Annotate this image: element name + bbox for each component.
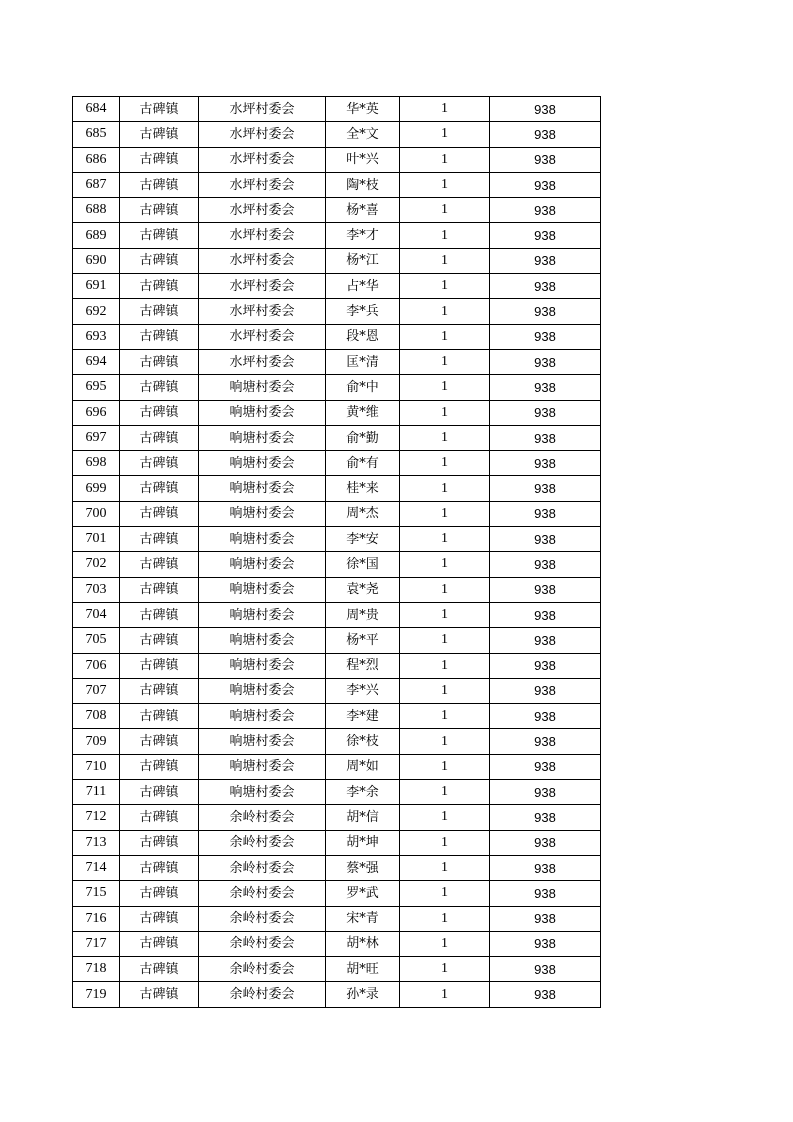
row-number-cell: 711: [73, 780, 120, 805]
amount-cell: 938: [490, 198, 601, 223]
village-cell: 余岭村委会: [199, 881, 326, 906]
town-cell: 古碑镇: [120, 97, 199, 122]
town-cell: 古碑镇: [120, 881, 199, 906]
row-number-cell: 695: [73, 375, 120, 400]
village-cell: 响塘村委会: [199, 501, 326, 526]
row-number-cell: 699: [73, 476, 120, 501]
row-number-cell: 704: [73, 602, 120, 627]
person-name-cell: 胡*旺: [326, 957, 400, 982]
amount-cell: 938: [490, 982, 601, 1007]
count-cell: 1: [400, 628, 490, 653]
village-cell: 响塘村委会: [199, 602, 326, 627]
person-name-cell: 李*安: [326, 527, 400, 552]
count-cell: 1: [400, 855, 490, 880]
village-cell: 响塘村委会: [199, 678, 326, 703]
table-row: [73, 602, 601, 627]
row-number-cell: 693: [73, 324, 120, 349]
town-cell: 古碑镇: [120, 780, 199, 805]
amount-cell: 938: [490, 172, 601, 197]
village-cell: 余岭村委会: [199, 855, 326, 880]
count-cell: 1: [400, 501, 490, 526]
town-cell: 古碑镇: [120, 552, 199, 577]
village-cell: 余岭村委会: [199, 830, 326, 855]
person-name-cell: 宋*青: [326, 906, 400, 931]
row-number-cell: 715: [73, 881, 120, 906]
person-name-cell: 罗*武: [326, 881, 400, 906]
row-number-cell: 689: [73, 223, 120, 248]
town-cell: 古碑镇: [120, 957, 199, 982]
count-cell: 1: [400, 729, 490, 754]
village-cell: 水坪村委会: [199, 198, 326, 223]
village-cell: 水坪村委会: [199, 349, 326, 374]
amount-cell: 938: [490, 805, 601, 830]
data-table: [72, 96, 601, 1008]
person-name-cell: 程*烈: [326, 653, 400, 678]
row-number-cell: 713: [73, 830, 120, 855]
person-name-cell: 周*杰: [326, 501, 400, 526]
row-number-cell: 718: [73, 957, 120, 982]
village-cell: 响塘村委会: [199, 780, 326, 805]
person-name-cell: 胡*信: [326, 805, 400, 830]
count-cell: 1: [400, 830, 490, 855]
village-cell: 响塘村委会: [199, 400, 326, 425]
count-cell: 1: [400, 552, 490, 577]
count-cell: 1: [400, 274, 490, 299]
count-cell: 1: [400, 881, 490, 906]
table-row: [73, 754, 601, 779]
row-number-cell: 687: [73, 172, 120, 197]
row-number-cell: 690: [73, 248, 120, 273]
person-name-cell: 周*贵: [326, 602, 400, 627]
person-name-cell: 徐*国: [326, 552, 400, 577]
table-row: [73, 527, 601, 552]
village-cell: 余岭村委会: [199, 957, 326, 982]
count-cell: 1: [400, 906, 490, 931]
row-number-cell: 697: [73, 425, 120, 450]
table-row: [73, 577, 601, 602]
table-row: [73, 881, 601, 906]
amount-cell: 938: [490, 274, 601, 299]
town-cell: 古碑镇: [120, 375, 199, 400]
village-cell: 余岭村委会: [199, 982, 326, 1007]
row-number-cell: 703: [73, 577, 120, 602]
person-name-cell: 李*兵: [326, 299, 400, 324]
person-name-cell: 杨*喜: [326, 198, 400, 223]
row-number-cell: 691: [73, 274, 120, 299]
town-cell: 古碑镇: [120, 223, 199, 248]
village-cell: 余岭村委会: [199, 805, 326, 830]
count-cell: 1: [400, 198, 490, 223]
town-cell: 古碑镇: [120, 602, 199, 627]
table-row: [73, 324, 601, 349]
person-name-cell: 胡*林: [326, 931, 400, 956]
table-row: [73, 476, 601, 501]
town-cell: 古碑镇: [120, 729, 199, 754]
person-name-cell: 叶*兴: [326, 147, 400, 172]
amount-cell: 938: [490, 780, 601, 805]
amount-cell: 938: [490, 678, 601, 703]
person-name-cell: 李*兴: [326, 678, 400, 703]
town-cell: 古碑镇: [120, 274, 199, 299]
town-cell: 古碑镇: [120, 754, 199, 779]
amount-cell: 938: [490, 577, 601, 602]
village-cell: 响塘村委会: [199, 476, 326, 501]
town-cell: 古碑镇: [120, 349, 199, 374]
table-row: [73, 299, 601, 324]
amount-cell: 938: [490, 855, 601, 880]
town-cell: 古碑镇: [120, 830, 199, 855]
person-name-cell: 占*华: [326, 274, 400, 299]
person-name-cell: 李*才: [326, 223, 400, 248]
count-cell: 1: [400, 805, 490, 830]
table-row: [73, 855, 601, 880]
table-row: [73, 982, 601, 1007]
count-cell: 1: [400, 527, 490, 552]
town-cell: 古碑镇: [120, 425, 199, 450]
village-cell: 响塘村委会: [199, 425, 326, 450]
count-cell: 1: [400, 602, 490, 627]
village-cell: 水坪村委会: [199, 299, 326, 324]
table-row: [73, 931, 601, 956]
person-name-cell: 华*英: [326, 97, 400, 122]
town-cell: 古碑镇: [120, 172, 199, 197]
count-cell: 1: [400, 982, 490, 1007]
person-name-cell: 蔡*强: [326, 855, 400, 880]
row-number-cell: 717: [73, 931, 120, 956]
amount-cell: 938: [490, 906, 601, 931]
amount-cell: 938: [490, 552, 601, 577]
amount-cell: 938: [490, 324, 601, 349]
town-cell: 古碑镇: [120, 704, 199, 729]
village-cell: 响塘村委会: [199, 653, 326, 678]
amount-cell: 938: [490, 729, 601, 754]
row-number-cell: 694: [73, 349, 120, 374]
table-row: [73, 678, 601, 703]
count-cell: 1: [400, 754, 490, 779]
table-row: [73, 223, 601, 248]
row-number-cell: 684: [73, 97, 120, 122]
table-row: [73, 349, 601, 374]
table-row: [73, 906, 601, 931]
row-number-cell: 708: [73, 704, 120, 729]
person-name-cell: 袁*尧: [326, 577, 400, 602]
count-cell: 1: [400, 248, 490, 273]
row-number-cell: 688: [73, 198, 120, 223]
count-cell: 1: [400, 957, 490, 982]
person-name-cell: 匡*清: [326, 349, 400, 374]
person-name-cell: 孙*录: [326, 982, 400, 1007]
amount-cell: 938: [490, 602, 601, 627]
amount-cell: 938: [490, 147, 601, 172]
count-cell: 1: [400, 577, 490, 602]
count-cell: 1: [400, 223, 490, 248]
row-number-cell: 696: [73, 400, 120, 425]
count-cell: 1: [400, 147, 490, 172]
row-number-cell: 686: [73, 147, 120, 172]
town-cell: 古碑镇: [120, 248, 199, 273]
town-cell: 古碑镇: [120, 400, 199, 425]
town-cell: 古碑镇: [120, 324, 199, 349]
amount-cell: 938: [490, 830, 601, 855]
village-cell: 响塘村委会: [199, 729, 326, 754]
person-name-cell: 俞*中: [326, 375, 400, 400]
amount-cell: 938: [490, 653, 601, 678]
village-cell: 水坪村委会: [199, 172, 326, 197]
village-cell: 余岭村委会: [199, 931, 326, 956]
town-cell: 古碑镇: [120, 198, 199, 223]
person-name-cell: 段*恩: [326, 324, 400, 349]
table-row: [73, 425, 601, 450]
person-name-cell: 杨*江: [326, 248, 400, 273]
town-cell: 古碑镇: [120, 982, 199, 1007]
village-cell: 响塘村委会: [199, 704, 326, 729]
amount-cell: 938: [490, 754, 601, 779]
row-number-cell: 714: [73, 855, 120, 880]
table-row: [73, 805, 601, 830]
count-cell: 1: [400, 451, 490, 476]
row-number-cell: 707: [73, 678, 120, 703]
table-row: [73, 248, 601, 273]
town-cell: 古碑镇: [120, 527, 199, 552]
table-row: [73, 274, 601, 299]
row-number-cell: 716: [73, 906, 120, 931]
amount-cell: 938: [490, 400, 601, 425]
town-cell: 古碑镇: [120, 805, 199, 830]
village-cell: 水坪村委会: [199, 97, 326, 122]
person-name-cell: 杨*平: [326, 628, 400, 653]
table-body: [73, 97, 601, 1008]
row-number-cell: 700: [73, 501, 120, 526]
town-cell: 古碑镇: [120, 628, 199, 653]
amount-cell: 938: [490, 122, 601, 147]
table-row: [73, 400, 601, 425]
person-name-cell: 黄*维: [326, 400, 400, 425]
count-cell: 1: [400, 780, 490, 805]
amount-cell: 938: [490, 527, 601, 552]
town-cell: 古碑镇: [120, 931, 199, 956]
village-cell: 响塘村委会: [199, 375, 326, 400]
row-number-cell: 701: [73, 527, 120, 552]
table-row: [73, 780, 601, 805]
amount-cell: 938: [490, 451, 601, 476]
count-cell: 1: [400, 349, 490, 374]
table-row: [73, 552, 601, 577]
town-cell: 古碑镇: [120, 299, 199, 324]
count-cell: 1: [400, 476, 490, 501]
table-row: [73, 704, 601, 729]
row-number-cell: 712: [73, 805, 120, 830]
amount-cell: 938: [490, 501, 601, 526]
row-number-cell: 702: [73, 552, 120, 577]
row-number-cell: 709: [73, 729, 120, 754]
person-name-cell: 全*文: [326, 122, 400, 147]
count-cell: 1: [400, 324, 490, 349]
table-row: [73, 147, 601, 172]
amount-cell: 938: [490, 931, 601, 956]
town-cell: 古碑镇: [120, 678, 199, 703]
row-number-cell: 705: [73, 628, 120, 653]
town-cell: 古碑镇: [120, 577, 199, 602]
count-cell: 1: [400, 704, 490, 729]
person-name-cell: 徐*枝: [326, 729, 400, 754]
town-cell: 古碑镇: [120, 147, 199, 172]
row-number-cell: 685: [73, 122, 120, 147]
village-cell: 响塘村委会: [199, 577, 326, 602]
count-cell: 1: [400, 172, 490, 197]
person-name-cell: 周*如: [326, 754, 400, 779]
town-cell: 古碑镇: [120, 476, 199, 501]
town-cell: 古碑镇: [120, 653, 199, 678]
table-row: [73, 122, 601, 147]
count-cell: 1: [400, 425, 490, 450]
village-cell: 余岭村委会: [199, 906, 326, 931]
amount-cell: 938: [490, 425, 601, 450]
table-row: [73, 729, 601, 754]
table-row: [73, 957, 601, 982]
village-cell: 水坪村委会: [199, 274, 326, 299]
village-cell: 水坪村委会: [199, 122, 326, 147]
town-cell: 古碑镇: [120, 501, 199, 526]
row-number-cell: 706: [73, 653, 120, 678]
count-cell: 1: [400, 97, 490, 122]
amount-cell: 938: [490, 375, 601, 400]
row-number-cell: 719: [73, 982, 120, 1007]
village-cell: 水坪村委会: [199, 248, 326, 273]
count-cell: 1: [400, 299, 490, 324]
amount-cell: 938: [490, 704, 601, 729]
village-cell: 响塘村委会: [199, 451, 326, 476]
count-cell: 1: [400, 931, 490, 956]
count-cell: 1: [400, 653, 490, 678]
person-name-cell: 胡*坤: [326, 830, 400, 855]
town-cell: 古碑镇: [120, 451, 199, 476]
row-number-cell: 710: [73, 754, 120, 779]
row-number-cell: 692: [73, 299, 120, 324]
town-cell: 古碑镇: [120, 855, 199, 880]
person-name-cell: 李*余: [326, 780, 400, 805]
amount-cell: 938: [490, 223, 601, 248]
person-name-cell: 陶*枝: [326, 172, 400, 197]
table-row: [73, 97, 601, 122]
table-row: [73, 501, 601, 526]
amount-cell: 938: [490, 881, 601, 906]
table-row: [73, 653, 601, 678]
amount-cell: 938: [490, 349, 601, 374]
person-name-cell: 俞*勤: [326, 425, 400, 450]
count-cell: 1: [400, 400, 490, 425]
count-cell: 1: [400, 678, 490, 703]
person-name-cell: 李*建: [326, 704, 400, 729]
village-cell: 水坪村委会: [199, 223, 326, 248]
count-cell: 1: [400, 375, 490, 400]
village-cell: 响塘村委会: [199, 552, 326, 577]
amount-cell: 938: [490, 476, 601, 501]
amount-cell: 938: [490, 299, 601, 324]
table-row: [73, 198, 601, 223]
town-cell: 古碑镇: [120, 906, 199, 931]
row-number-cell: 698: [73, 451, 120, 476]
village-cell: 响塘村委会: [199, 754, 326, 779]
village-cell: 水坪村委会: [199, 147, 326, 172]
village-cell: 响塘村委会: [199, 628, 326, 653]
table-row: [73, 375, 601, 400]
table-row: [73, 830, 601, 855]
table-row: [73, 451, 601, 476]
town-cell: 古碑镇: [120, 122, 199, 147]
amount-cell: 938: [490, 248, 601, 273]
amount-cell: 938: [490, 97, 601, 122]
table-row: [73, 628, 601, 653]
count-cell: 1: [400, 122, 490, 147]
amount-cell: 938: [490, 628, 601, 653]
person-name-cell: 桂*来: [326, 476, 400, 501]
village-cell: 响塘村委会: [199, 527, 326, 552]
person-name-cell: 俞*有: [326, 451, 400, 476]
village-cell: 水坪村委会: [199, 324, 326, 349]
table-row: [73, 172, 601, 197]
amount-cell: 938: [490, 957, 601, 982]
